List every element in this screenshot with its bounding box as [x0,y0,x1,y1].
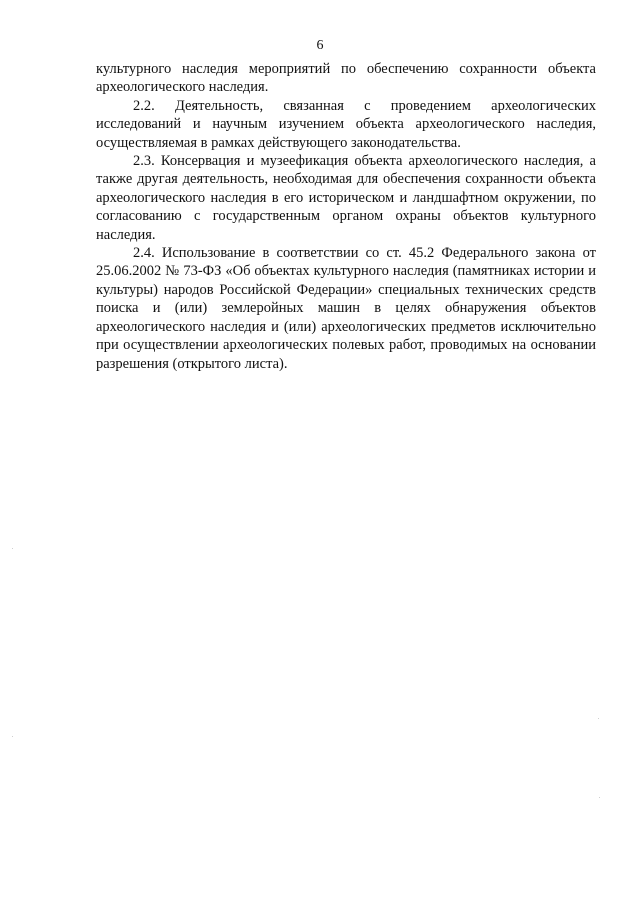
document-body [96,60,596,373]
scan-speck [12,736,13,737]
paragraph-2-3: 2.3. Консервация и музеефикация объекта археологического наследия, а также другая деятельность, необходимая для обеспечения сохранности объекта археологического наследия в его историческом и ландшафтном окружении, по согласованию с государственным органом охраны объектов культурного наследия. [96,153,596,243]
paragraph-2-2: 2.2. Деятельность, связанная с проведением археологических исследований и научным изучением объекта археологического наследия, осуществляемая в рамках действующего законодательства. [96,97,596,151]
paragraph-continuation: культурного наследия мероприятий по обеспечению сохранности объекта археологического наследия. [96,61,596,96]
page-number: 6 [316,38,324,53]
scan-speck [598,718,599,719]
scan-speck [599,797,600,798]
scan-speck [12,548,13,549]
paragraph-2-4: 2.4. Использование в соответствии со ст. 45.2 Федерального закона от 25.06.2002 № 73-ФЗ «Об объектах культурного наследия (памятниках истории и культуры) народов Российской Федерации» специальных технических средств поиска и (или) землеройных машин в целях обнаружения объектов археологического наследия и (или) археологических предметов исключительно при осуществлении археологических полевых работ, проводимых на основании разрешения (открытого листа). [96,245,596,372]
